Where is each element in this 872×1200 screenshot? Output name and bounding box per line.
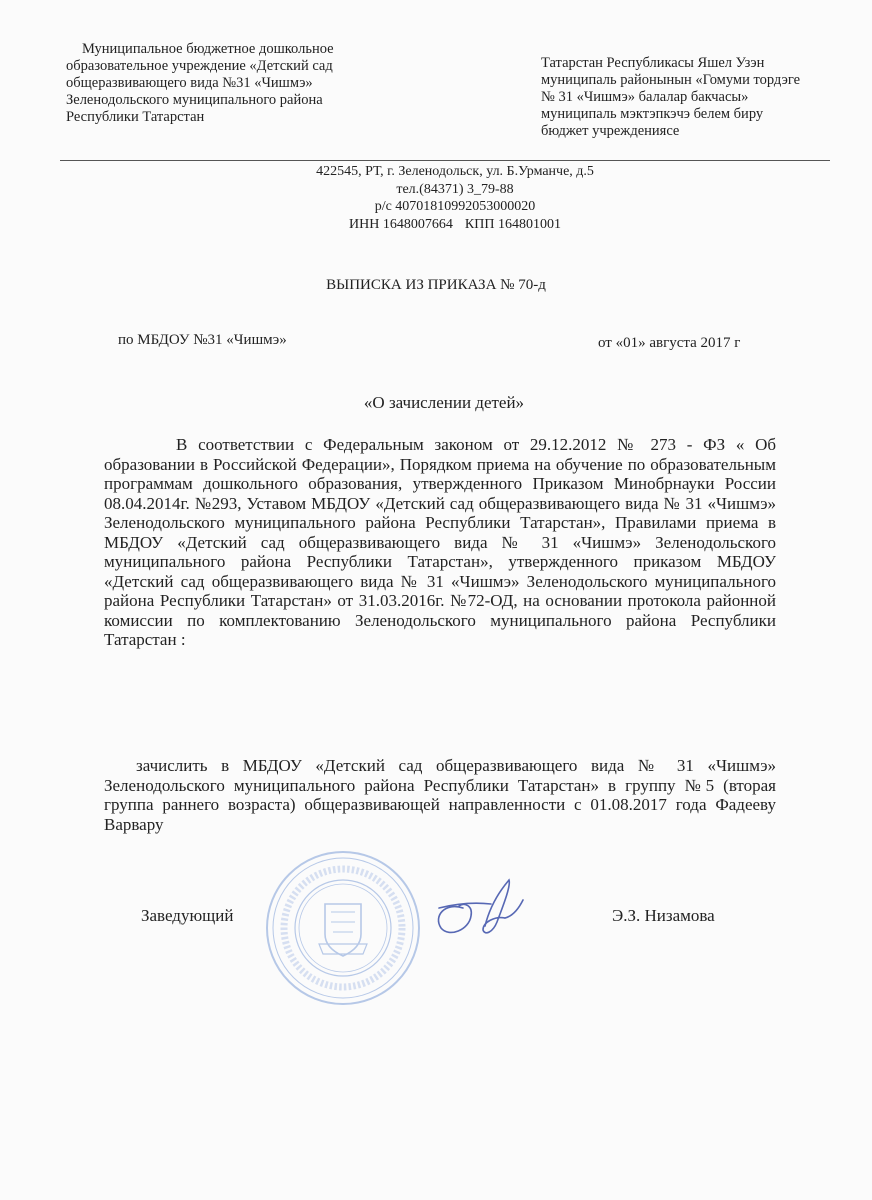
phone-line: тел.(84371) 3_79-88: [396, 181, 514, 197]
official-stamp: [263, 848, 423, 1008]
issuing-org: по МБДОУ №31 «Чишмэ»: [118, 332, 287, 348]
header-right-line: муниципаль мэктэпкэчэ белем биру: [541, 106, 764, 122]
inn-value: ИНН 1648007664: [349, 216, 453, 232]
header-right-line: № 31 «Чишмэ» балалар бакчасы»: [541, 89, 749, 105]
header-left-line: общеразвивающего вида №31 «Чишмэ»: [66, 75, 313, 91]
address-block: [230, 163, 680, 233]
header-right-line: Татарстан Республикасы Яшел Узэн: [541, 55, 765, 71]
header-right-line: бюджет учреждениясе: [541, 123, 680, 139]
address-line: 422545, РТ, г. Зеленодольск, ул. Б.Урманче, д.5: [316, 164, 594, 179]
document-title: ВЫПИСКА ИЗ ПРИКАЗА № 70-д: [326, 277, 546, 293]
header-left-line: Муниципальное бюджетное дошкольное: [82, 41, 334, 57]
document-date: от «01» августа 2017 г: [598, 335, 741, 351]
inn-kpp-line: [230, 216, 680, 234]
header-divider: [60, 160, 830, 161]
header-left-line: Республики Татарстан: [66, 109, 205, 125]
document-subject: «О зачислении детей»: [363, 393, 525, 412]
header-left-line: Зеленодольского муниципального района: [66, 92, 323, 108]
header-right-line: муниципаль районынын «Гомуми тордэге: [541, 72, 801, 88]
kpp-value: КПП 164801001: [464, 216, 561, 232]
signer-name: Э.З. Низамова: [612, 906, 715, 925]
header-left-line: образовательное учреждение «Детский сад: [66, 58, 333, 74]
order-paragraph: зачислить в МБДОУ «Детский сад общеразвивающего вида № 31 «Чишмэ» Зеленодольского муниципального района Республики Татарстан» в группу №5 (вторая группа раннего возраста) общеразвивающей направленности с 01.08.2017 года Фадееву Варвару: [104, 756, 776, 834]
handwritten-signature: [425, 872, 535, 952]
signer-role: Заведующий: [141, 906, 234, 925]
header-left-org-name: [66, 41, 334, 126]
header-right-org-name: [541, 55, 800, 140]
account-line: р/с 40701810992053000020: [374, 199, 536, 214]
preamble-paragraph: В соответствии с Федеральным законом от 29.12.2012 № 273 - ФЗ « Об образовании в Российской Федерации», Порядком приема на обучение по образовательным программам дошкольного образования, утвержденного Приказом Минобрнауки России 08.04.2014г. №293, Уставом МБДОУ «Детский сад общеразвивающего вида № 31 «Чишмэ» Зеленодольского муниципального района Республики Татарстан», Правилами приема в МБДОУ «Детский сад общеразвивающего вида № 31 «Чишмэ» Зеленодольского муниципального района Республики Татарстан», утвержденного приказом МБДОУ «Детский сад общеразвивающего вида № 31 «Чишмэ» Зеленодольского муниципального района Республики Татарстан» от 31.03.2016г. №72-ОД, на основании протокола районной комиссии по комплектованию Зеленодольского муниципального района Республики Татарстан :: [104, 435, 776, 649]
